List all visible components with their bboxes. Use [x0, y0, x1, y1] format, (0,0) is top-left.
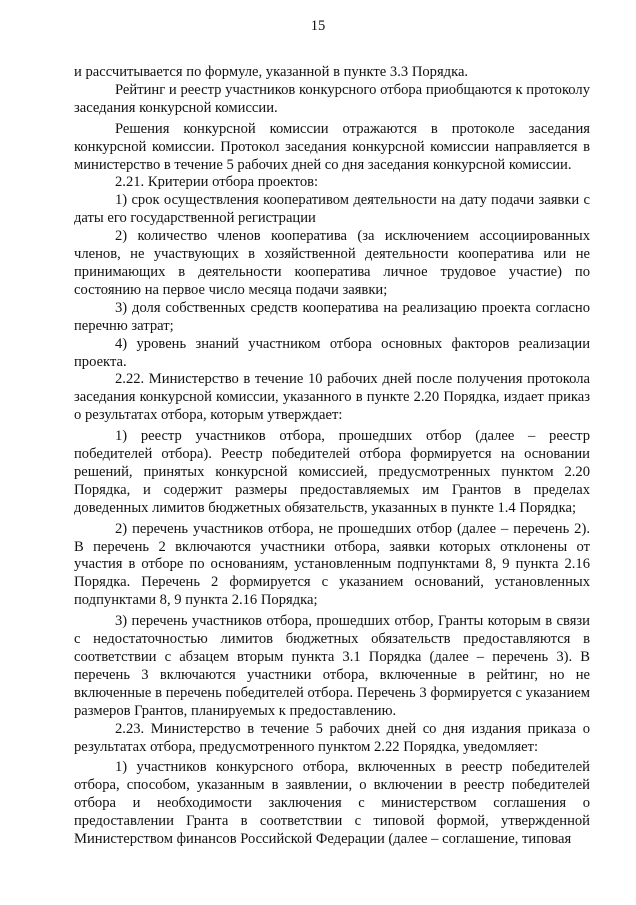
paragraph-2-23-item-1: 1) участников конкурсного отбора, включенных в реестр победителей отбора, способом, указанным в заявлении, о включении в реестр победителей отбора и необходимости заключения с министерством соглашения о предоставлении Гранта в соответствии с типовой формой, утвержденной Министерством финансов Российской Федерации (далее – соглашение, типовая: [74, 759, 590, 848]
paragraph-2-21-heading: 2.21. Критерии отбора проектов:: [115, 174, 319, 191]
paragraph-2-22-item-2: 2) перечень участников отбора, не прошедших отбор (далее – перечень 2). В перечень 2 включаются участники отбора, заявки которых отклонены от участия в отборе по основаниям, установленным подпунктами 8, 9 пункта 2.16 Порядка. Перечень 2 формируется с указанием оснований, установленных подпунктами 8, 9 пункта 2.16 Порядка;: [74, 520, 590, 609]
paragraph-criterion-3: 3) доля собственных средств кооператива на реализацию проекта согласно перечню затрат;: [74, 299, 590, 334]
paragraph-2-23: 2.23. Министерство в течение 5 рабочих дней со дня издания приказа о результатах отбора, предусмотренного пунктом 2.22 Порядка, уведомляет:: [74, 720, 590, 755]
paragraph-commission-decisions: Решения конкурсной комиссии отражаются в протоколе заседания конкурсной комиссии. Протокол заседания конкурсной комиссии направляется в министерство в течение 5 рабочих дней со дня заседания конкурсной комиссии.: [74, 120, 590, 173]
paragraph-rating-registry: Рейтинг и реестр участников конкурсного отбора приобщаются к протоколу заседания конкурсной комиссии.: [74, 81, 590, 116]
paragraph-2-22-item-1: 1) реестр участников отбора, прошедших отбор (далее – реестр победителей отбора). Реестр победителей отбора формируется на основании решений, принятых конкурсной комиссией, предусмотренных пунктом 2.20 Порядка, и содержит размеры предоставляемых им Грантов в пределах доведенных лимитов бюджетных обязательств, указанных в пункте 1.4 Порядка;: [74, 428, 590, 516]
page-number: 15: [310, 18, 326, 34]
paragraph-criterion-4: 4) уровень знаний участником отбора основных факторов реализации проекта.: [74, 335, 590, 370]
paragraph-continuation: и рассчитывается по формуле, указанной в пункте 3.3 Порядка.: [74, 64, 469, 80]
paragraph-criterion-1: 1) срок осуществления кооперативом деятельности на дату подачи заявки с даты его государственной регистрации: [74, 192, 590, 227]
document-body: [74, 64, 590, 849]
paragraph-2-22-item-3: 3) перечень участников отбора, прошедших отбор, Гранты которым в связи с недостаточностью лимитов бюджетных обязательств предоставляются в соответствии с абзацем вторым пункта 3.1 Порядка (далее – перечень 3). В перечень 3 включаются участники отбора, включенные в рейтинг, но не включенные в перечень победителей отбора. Перечень 3 формируется с указанием размеров Грантов, планируемых к предоставлению.: [74, 613, 590, 719]
paragraph-criterion-2: 2) количество членов кооператива (за исключением ассоциированных членов, не участвующих в хозяйственной деятельности кооператива или не принимающих в деятельности кооператива личное трудовое участие) по состоянию на первое число месяца подачи заявки;: [74, 228, 590, 298]
paragraph-2-22: 2.22. Министерство в течение 10 рабочих дней после получения протокола заседания конкурсной комиссии, указанного в пункте 2.20 Порядка, издает приказ о результатах отбора, которым утверждает:: [74, 371, 590, 424]
